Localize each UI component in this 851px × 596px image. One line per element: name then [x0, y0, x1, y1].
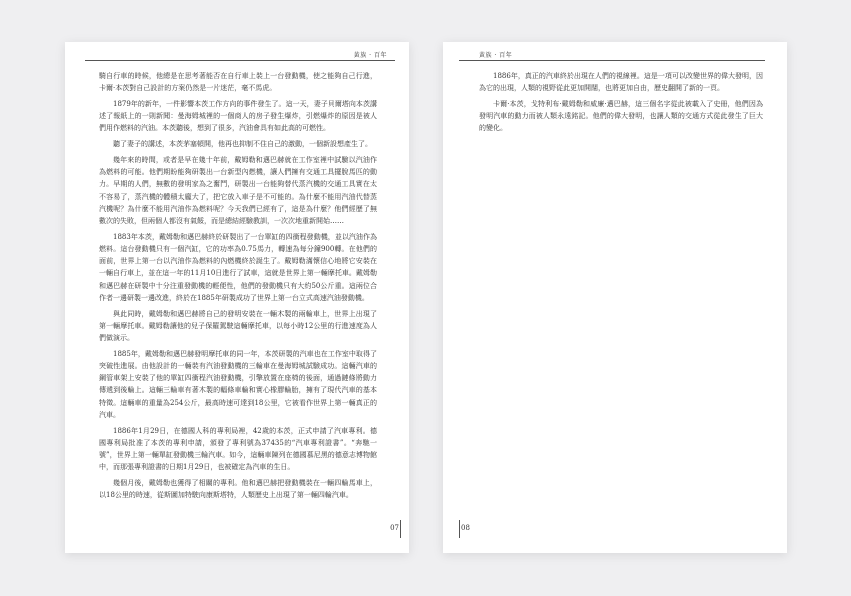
folio-rule [400, 520, 401, 538]
running-head: 黃族 · 百年 [353, 52, 387, 59]
page-body [479, 70, 763, 138]
paragraph: 聽了妻子的講述，本茨茅塞頓開，他再也抑制不住自己的激動，一個新設想產生了。 [113, 140, 372, 149]
page-body [99, 70, 377, 505]
paragraph: 與此同時，戴姆勒和邁巴赫將自己的發明安裝在一輛木製的兩輪車上，世界上出現了第一輛摩托車。戴姆勒讓他的兒子保羅駕駛這輛摩托車，以每小時12公里的行進速度為人們做演示。 [99, 309, 377, 343]
paragraph: 幾個月後，戴姆勒也獲得了相關的專利。他和邁巴赫把發動機裝在一輛四輪馬車上，以18公里的時速，從斯圖加特駛向康斯塔特，人類歷史上出現了第一輛四輪汽車。 [99, 479, 377, 500]
page-number: 07 [390, 524, 399, 532]
header-rule [85, 60, 395, 61]
paragraph: 1885年，戴姆勒和邁巴赫發明摩托車的同一年，本茨研製的汽車也在工作室中取得了突破性進展。由他設計的一輛裝有汽油發動機的三輪車在曼海姆城試驗成功。這輛汽車的鋼管車架上安裝了他的單缸四衝程汽油發動機，引擎放置在座椅的後面，通過鏈條將動力傳遞到後輪上。這輛三輪車有著木製的輻條車輪和實心橡膠輪胎，擁有了現代汽車的基本特徵。這輛車的重量為254公斤，最高時速可達到18公里，它被看作世界上第一輛真正的汽車。 [99, 349, 377, 419]
paragraph: 卡爾·本茨，戈特利布·戴姆勒和威廉·邁巴赫，這三個名字從此被載入了史冊，他們因為發明汽車的動力而被人類永遠銘記。他們的偉大發明，也讓人類的交通方式從此發生了巨大的變化。 [479, 100, 763, 133]
paragraph: 1886年1月29日，在德國人科的專利局裡，42歲的本茨，正式申請了汽車專利。德國專利局批准了本茨的專利申請，頒發了專利號為37435的“汽車專利證書”。“奔馳一號”，世界上第一輛單缸發動機三輪汽車。如今，這輛車陳列在德國慕尼黑的德意志博物館中，而那張專利證書的日期1月29日，也被確定為汽車的生日。 [99, 426, 377, 472]
page-number: 08 [461, 524, 470, 532]
running-head: 黃族 · 百年 [479, 52, 513, 59]
paragraph: 騎自行車的時候，他總是在思考著能否在自行車上裝上一台發動機，使之能夠自己行進，卡爾·本茨對自己設計的方案仍然是一片迷茫，毫不馬虎。 [99, 72, 377, 93]
paragraph: 幾年來的時間，或者是早在幾十年前，戴姆勒和邁巴赫就在工作室裡中試驗以汽油作為燃料的可能。他們期盼能夠研製出一台新型內燃機，讓人們擁有交通工具擺脫馬匹的動力。早期的人們，無數的發明家為之奮鬥，研製出一台能夠替代蒸汽機的交通工具實在太不容易了，蒸汽機的體積太龐大了，把它放入車子是不可能的。為什麼不能用汽油代替蒸汽機呢？為什麼不能用汽油作為燃料呢？今天我們已經有了，這是為什麼？他們經歷了無數次的失敗，但兩個人都沒有氣餒，而是總結經驗教訓，一次次地重新開始…… [99, 156, 377, 226]
left-page [65, 42, 409, 553]
paragraph: 1886年，真正的汽車終於出現在人們的視線裡。這是一項可以改變世界的偉大發明，因為它的出現，人類的視野從此更加開闊，也將更加自由，歷史翻開了新的一頁。 [479, 72, 763, 93]
folio-rule [459, 520, 460, 538]
header-rule [459, 60, 765, 61]
right-page [443, 42, 787, 553]
paragraph: 1879年的新年，一件影響本茨工作方向的事件發生了。這一天，妻子貝爾塔向本茨講述了報紙上的一則新聞：曼海姆城裡的一個商人的房子發生爆炸，引燃爆炸的原因是被人們用作燃料的汽油。本茨聽後，想到了很多，汽油會具有如此高的可燃性。 [99, 100, 377, 133]
paragraph: 1883年本茨，戴姆勒和邁巴赫終於研製出了一台單缸的四衝程發動機，並以汽油作為燃料。這台發動機只有一個汽缸，它的功率為0.75馬力，轉速為每分鐘900轉。在他們的面前，世界上第一台以汽油作為燃料的內燃機終於誕生了。戴姆勒滿懷信心地將它安裝在一輛自行車上，並在這一年的11月10日進行了試車，這就是世界上第一輛摩托車。戴姆勒和邁巴赫在研製中十分注重發動機的輕便性，他們的發動機只有大約50公斤重。這兩位合作者一邊研製一邊改進，終於在1885年研製成功了世界上第一台立式高速汽油發動機。 [99, 232, 377, 302]
